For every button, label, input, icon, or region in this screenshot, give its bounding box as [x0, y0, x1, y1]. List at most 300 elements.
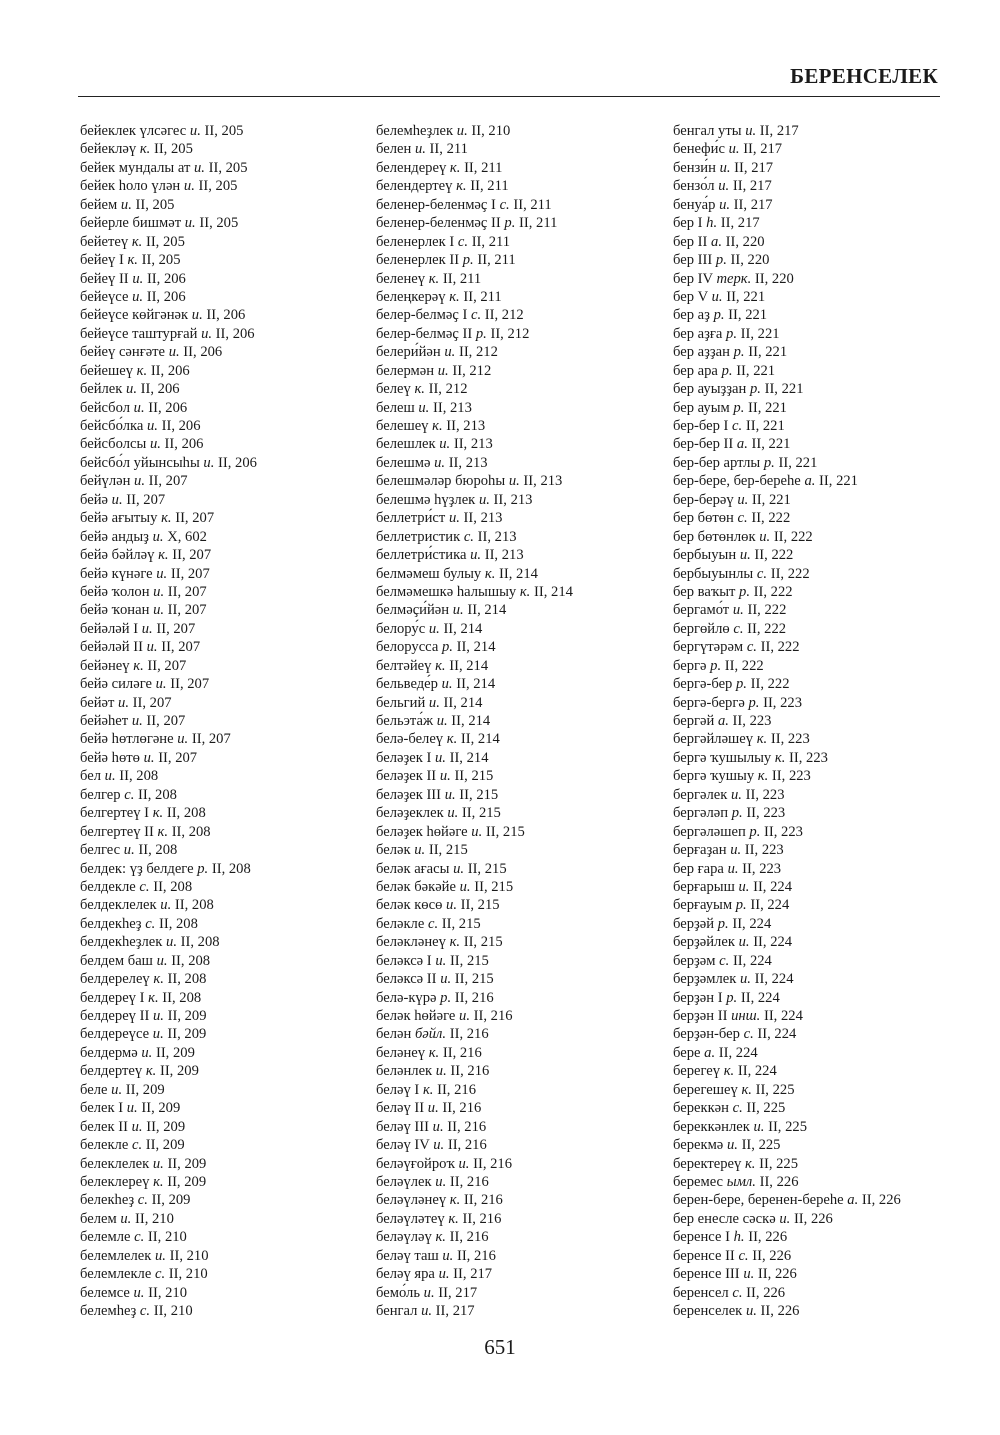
entry-grammar-mark: и.	[428, 620, 440, 637]
entry-word: бензо́л	[673, 178, 715, 195]
entry-grammar-mark: р.	[475, 325, 487, 342]
index-entry	[80, 1173, 257, 1191]
entry-reference: II, 215	[454, 768, 494, 785]
entry-grammar-mark: к.	[448, 1210, 459, 1227]
entry-grammar-mark: и.	[452, 602, 464, 619]
entry-word: белдереүсе	[80, 1026, 150, 1043]
index-entry	[673, 1191, 901, 1209]
entry-reference: II, 210	[148, 1284, 188, 1301]
entry-word: бейеүсе көйгәнәк	[80, 307, 189, 324]
entry-word: беләкләнеү	[376, 934, 446, 951]
entry-word: бейә күнәге	[80, 565, 153, 582]
entry-reference: II, 206	[183, 344, 223, 361]
entry-word: бейә һөтлөгәне	[80, 731, 174, 748]
entry-reference: II, 206	[146, 270, 186, 287]
index-entry	[376, 1173, 573, 1191]
entry-grammar-mark: р.	[710, 657, 722, 674]
index-entry	[376, 1118, 573, 1136]
entry-word: беренсе I	[673, 1229, 730, 1246]
entry-grammar-mark: и.	[126, 381, 137, 398]
entry-reference: II, 206	[218, 454, 257, 471]
entry-word: бейә һөтө	[80, 749, 140, 766]
index-entry	[80, 214, 257, 232]
index-entry	[673, 509, 901, 527]
entry-reference: II, 216	[447, 1137, 487, 1154]
entry-grammar-mark: и.	[448, 510, 460, 527]
entry-word: бейсбо́л уйынсыһы	[80, 454, 200, 471]
entry-grammar-mark: и.	[152, 528, 164, 545]
entry-reference: II, 214	[443, 620, 483, 637]
entry-grammar-mark: к.	[428, 1044, 440, 1061]
entry-grammar-mark: и.	[508, 473, 520, 490]
entry-reference: II, 214	[467, 602, 507, 619]
entry-grammar-mark: с.	[154, 1266, 166, 1283]
entry-reference: II, 208	[153, 878, 193, 895]
index-entry	[673, 196, 901, 214]
index-entry	[673, 896, 901, 914]
entry-word: бер ауым	[673, 399, 730, 416]
entry-grammar-mark: с.	[499, 196, 510, 213]
entry-grammar-mark: и.	[134, 473, 145, 490]
entry-word: берҙәйлек	[673, 934, 735, 951]
index-entry	[376, 823, 573, 841]
entry-grammar-mark: и.	[435, 1173, 447, 1190]
index-entry	[673, 1136, 901, 1154]
entry-word: беләүғойроҡ	[376, 1155, 455, 1172]
index-entry	[376, 528, 573, 546]
index-entry	[376, 251, 573, 269]
entry-reference: II, 224	[757, 1026, 797, 1043]
entry-grammar-mark: к.	[157, 823, 169, 840]
entry-word: бейсбо́лка	[80, 418, 144, 434]
index-column-3	[673, 122, 901, 1320]
index-entry	[673, 325, 901, 343]
entry-reference: II, 225	[746, 1100, 786, 1117]
index-entry	[673, 270, 901, 288]
entry-word: белә-белеү	[376, 731, 444, 748]
index-entry	[80, 1284, 257, 1302]
entry-word: беленерлек I	[376, 233, 455, 250]
index-entry	[376, 860, 573, 878]
entry-reference: II, 222	[747, 620, 787, 637]
entry-grammar-mark: р.	[715, 252, 727, 269]
entry-reference: II, 213	[493, 491, 533, 508]
entry-grammar-mark: и.	[740, 971, 751, 988]
entry-word: беләҙек III	[376, 786, 442, 803]
entry-grammar-mark: с.	[139, 1303, 151, 1319]
entry-word: белору́с	[376, 620, 426, 637]
entry-reference: II, 208	[119, 768, 159, 785]
index-entry	[376, 122, 573, 140]
entry-reference: II, 211	[513, 196, 552, 213]
index-entry	[376, 233, 573, 251]
index-entry	[376, 1191, 573, 1209]
entry-word: бер бөтөнлөк	[673, 528, 756, 545]
index-entry	[673, 122, 901, 140]
entry-reference: II, 208	[158, 915, 198, 932]
entry-grammar-mark: р.	[735, 897, 747, 914]
entry-reference: II, 209	[151, 1192, 191, 1209]
entry-word: бербыуын	[673, 547, 737, 564]
entry-word: бергөйлө	[673, 620, 730, 637]
entry-word: белеш	[376, 399, 415, 416]
index-entry	[376, 638, 573, 656]
entry-grammar-mark: и.	[719, 196, 731, 213]
index-entry	[80, 306, 257, 324]
entry-grammar-mark: к.	[449, 1192, 461, 1209]
entry-grammar-mark: бәйл.	[414, 1026, 447, 1043]
index-entry	[80, 749, 257, 767]
entry-word: бензи́н	[673, 159, 716, 176]
entry-reference: II, 207	[191, 731, 231, 748]
entry-reference: II, 206	[164, 436, 204, 453]
entry-grammar-mark: и.	[166, 934, 177, 951]
index-entry	[673, 565, 901, 583]
entry-word: беләнеү	[376, 1044, 426, 1061]
entry-reference: II, 207	[172, 547, 212, 564]
entry-reference: II, 225	[768, 1118, 807, 1135]
entry-reference: II, 214	[449, 657, 489, 674]
entry-word: бейә	[80, 491, 108, 508]
entry-reference: II, 209	[145, 1137, 185, 1154]
entry-word: бер-бер артлы	[673, 454, 761, 471]
entry-grammar-mark: р.	[749, 381, 761, 398]
index-entry	[376, 786, 573, 804]
entry-word: бейетеү	[80, 233, 129, 250]
entry-reference: II, 213	[463, 510, 503, 527]
entry-grammar-mark: р.	[748, 694, 760, 711]
index-entry	[376, 657, 573, 675]
entry-reference: II, 221	[819, 473, 858, 490]
entry-reference: II, 216	[442, 1044, 482, 1061]
entry-word: белемлекле	[80, 1266, 152, 1283]
entry-word: бельгий	[376, 694, 426, 711]
entry-word: беләк ағасы	[376, 860, 450, 877]
entry-reference: II, 224	[753, 934, 793, 951]
running-head: БЕРЕНСЕЛЕК	[790, 64, 938, 88]
entry-grammar-mark: с.	[743, 1026, 754, 1043]
entry-grammar-mark: р.	[441, 639, 453, 656]
index-entry	[673, 362, 901, 380]
entry-grammar-mark: и.	[111, 491, 123, 508]
entry-reference: II, 213	[523, 473, 563, 490]
index-entry	[673, 1228, 901, 1246]
entry-reference: II, 205	[135, 196, 175, 213]
index-entry	[376, 933, 573, 951]
entry-word: бер бөтөн	[673, 510, 734, 527]
entry-grammar-mark: и.	[418, 399, 430, 416]
index-entry	[80, 804, 257, 822]
index-entry	[376, 970, 573, 988]
index-entry	[376, 896, 573, 914]
index-entry	[376, 509, 573, 527]
index-entry	[376, 1099, 573, 1117]
entry-grammar-mark: к.	[449, 288, 460, 305]
index-entry	[80, 860, 257, 878]
entry-grammar-mark: к.	[139, 141, 151, 158]
entry-reference: II, 216	[463, 1192, 503, 1209]
entry-grammar-mark: к.	[774, 749, 786, 766]
entry-grammar-mark: и.	[434, 454, 446, 471]
index-entry	[80, 528, 257, 546]
entry-grammar-mark: к.	[158, 547, 169, 564]
index-entry	[80, 823, 257, 841]
index-entry	[376, 767, 573, 785]
entry-word: белешеү	[376, 418, 429, 434]
entry-word: беләү I	[376, 1081, 420, 1098]
entry-word: бер енесле сәскә	[673, 1210, 776, 1227]
index-entry	[376, 583, 573, 601]
entry-reference: II, 217	[733, 196, 773, 213]
entry-reference: II, 206	[161, 418, 201, 434]
entry-word: берҙәмлек	[673, 971, 737, 988]
entry-word: беленер-беленмәҫ I	[376, 196, 496, 213]
index-entry	[80, 878, 257, 896]
index-entry	[673, 306, 901, 324]
entry-reference: II, 226	[861, 1192, 901, 1209]
index-entry	[80, 1247, 257, 1265]
entry-word: беләү таш	[376, 1247, 439, 1264]
index-entry	[673, 528, 901, 546]
index-entry	[376, 1044, 573, 1062]
index-entry	[376, 749, 573, 767]
entry-reference: II, 208	[138, 786, 177, 803]
index-entry	[80, 399, 257, 417]
index-entry	[376, 804, 573, 822]
index-entry	[376, 472, 573, 490]
entry-grammar-mark: и.	[126, 1100, 138, 1117]
entry-grammar-mark: и.	[453, 860, 465, 877]
entry-reference: II, 207	[148, 473, 188, 490]
index-entry	[80, 1228, 257, 1246]
entry-reference: II, 225	[759, 1155, 799, 1172]
entry-grammar-mark: и.	[738, 934, 750, 951]
entry-word: беллетри́ст	[376, 510, 446, 527]
entry-grammar-mark: и.	[111, 1081, 123, 1098]
index-entry	[673, 251, 901, 269]
entry-word: белдекһеҙ	[80, 915, 142, 932]
entry-word: бейәләй I	[80, 620, 139, 637]
entry-grammar-mark: и.	[154, 1247, 166, 1264]
entry-word: бейекләү	[80, 141, 137, 158]
entry-reference: II, 207	[167, 583, 207, 600]
entry-word: бер III	[673, 252, 713, 269]
entry-word: бейеүсе	[80, 288, 129, 305]
entry-word: бейәт	[80, 694, 115, 711]
entry-grammar-mark: и.	[459, 1008, 470, 1024]
entry-grammar-mark: к.	[446, 731, 458, 748]
index-entry	[673, 601, 901, 619]
entry-grammar-mark: к.	[456, 178, 467, 195]
entry-reference: II, 209	[141, 1100, 181, 1117]
entry-reference: II, 226	[759, 1173, 799, 1190]
entry-reference: II, 207	[147, 657, 187, 674]
entry-reference: II, 223	[789, 749, 828, 766]
entry-reference: II, 222	[754, 547, 794, 564]
entry-word: бейә ағытыу	[80, 510, 158, 527]
entry-reference: II, 223	[745, 786, 785, 803]
entry-grammar-mark: с.	[463, 528, 474, 545]
index-entry	[673, 435, 901, 453]
index-entry	[80, 380, 257, 398]
index-entry	[80, 989, 257, 1007]
entry-grammar-mark: к.	[148, 989, 159, 1006]
entry-word: белери́йән	[376, 344, 441, 361]
entry-reference: II, 207	[156, 620, 196, 637]
entry-word: белмәмешкә һалышыу	[376, 583, 517, 600]
entry-word: беремес	[673, 1173, 724, 1190]
entry-grammar-mark: р.	[726, 325, 737, 342]
entry-grammar-mark: и.	[104, 768, 116, 785]
entry-reference: II, 224	[763, 1008, 803, 1024]
entry-reference: II, 221	[751, 491, 791, 508]
entry-grammar-mark: к.	[153, 1173, 164, 1190]
entry-grammar-mark: с.	[145, 915, 156, 932]
entry-word: бейеү I	[80, 252, 124, 269]
entry-reference: II, 207	[170, 676, 210, 693]
index-entry	[673, 989, 901, 1007]
entry-word: бейә бәйләү	[80, 547, 155, 564]
index-entry	[376, 841, 573, 859]
entry-reference: II, 226	[793, 1210, 833, 1227]
index-entry	[376, 620, 573, 638]
entry-grammar-mark: и.	[141, 620, 153, 637]
entry-grammar-mark: р.	[197, 860, 209, 877]
entry-word: бейешеү	[80, 362, 134, 379]
entry-grammar-mark: и.	[435, 952, 447, 969]
entry-grammar-mark: и.	[726, 1137, 738, 1154]
entry-word: бейерле бишмәт	[80, 215, 182, 232]
entry-grammar-mark: и.	[143, 749, 155, 766]
index-entry	[80, 472, 257, 490]
entry-word: бейсбол	[80, 399, 130, 416]
entry-word: бер аҙҙан	[673, 344, 730, 361]
entry-grammar-mark: с.	[738, 1247, 749, 1264]
index-entry	[376, 343, 573, 361]
index-entry	[80, 952, 257, 970]
entry-word: бергә ҡушылыу	[673, 749, 772, 766]
entry-reference: II, 222	[753, 583, 793, 600]
index-entry	[376, 435, 573, 453]
entry-reference: II, 214	[443, 694, 483, 711]
entry-reference: II, 217	[759, 123, 799, 139]
entry-word: бергә	[673, 657, 707, 674]
entry-grammar-mark: с.	[427, 915, 439, 932]
entry-reference: II, 214	[451, 713, 491, 729]
index-entry	[80, 435, 257, 453]
entry-reference: II, 221	[745, 418, 785, 434]
index-entry	[376, 878, 573, 896]
index-entry	[80, 159, 257, 177]
entry-grammar-mark: и.	[459, 878, 471, 895]
index-entry	[376, 140, 573, 158]
entry-grammar-mark: с.	[756, 565, 768, 582]
index-entry	[673, 749, 901, 767]
index-entry	[80, 1081, 257, 1099]
entry-reference: II, 206	[148, 399, 188, 416]
index-entry	[376, 454, 573, 472]
entry-reference: II, 221	[726, 288, 766, 305]
entry-word: бер II	[673, 233, 708, 250]
entry-reference: II, 212	[458, 344, 498, 361]
entry-word: бергә-бергә	[673, 694, 745, 711]
index-entry	[673, 1118, 901, 1136]
entry-reference: II, 215	[441, 915, 481, 932]
entry-word: бейсболсы	[80, 436, 147, 453]
entry-reference: II, 209	[155, 1044, 195, 1061]
entry-word: белмәмеш булыу	[376, 565, 482, 582]
index-entry	[80, 1099, 257, 1117]
entry-word: белемһеҙлек	[376, 123, 454, 139]
entry-grammar-mark: и.	[447, 805, 459, 822]
entry-word: бер ваҡыт	[673, 583, 736, 600]
entry-word: беләк	[376, 842, 411, 859]
entry-reference: II, 222	[773, 528, 813, 545]
index-entry	[376, 417, 573, 435]
entry-grammar-mark: к.	[435, 1229, 446, 1246]
index-entry	[673, 177, 901, 195]
entry-reference: II, 224	[750, 897, 790, 914]
entry-word: бере	[673, 1044, 701, 1061]
entry-word: бер-бер I	[673, 418, 729, 434]
entry-word: беллетри́стика	[376, 547, 467, 564]
entry-grammar-mark: с.	[737, 510, 748, 527]
entry-grammar-mark: р.	[726, 989, 738, 1006]
entry-reference: II, 215	[467, 860, 507, 877]
entry-grammar-mark: и.	[711, 288, 723, 305]
entry-reference: II, 221	[748, 399, 787, 416]
entry-reference: II, 224	[718, 1044, 758, 1061]
entry-reference: II, 215	[463, 934, 503, 951]
entry-reference: II, 217	[734, 159, 774, 176]
entry-grammar-mark: и.	[201, 325, 213, 342]
entry-word: белер-белмәҫ I	[376, 307, 468, 324]
index-entry	[376, 1228, 573, 1246]
entry-word: белен	[376, 141, 412, 158]
entry-reference: II, 215	[449, 952, 489, 969]
entry-grammar-mark: к.	[449, 934, 461, 951]
index-entry	[376, 380, 573, 398]
index-entry	[673, 620, 901, 638]
entry-word: белдертеү	[80, 1063, 143, 1080]
index-entry	[80, 233, 257, 251]
entry-reference: II, 206	[150, 362, 190, 379]
entry-grammar-mark: р.	[713, 307, 725, 324]
entry-word: белекһеҙ	[80, 1192, 135, 1209]
index-entry	[376, 1081, 573, 1099]
entry-word: берғарыш	[673, 878, 735, 895]
entry-word: бергә-бер	[673, 676, 733, 693]
entry-grammar-mark: с.	[732, 1284, 743, 1301]
index-entry	[673, 1284, 901, 1302]
index-entry	[376, 565, 573, 583]
entry-word: берегешеү	[673, 1081, 738, 1098]
index-entry	[80, 1210, 257, 1228]
entry-word: бергамо́т	[673, 602, 730, 619]
index-entry	[80, 730, 257, 748]
entry-reference: II, 209	[167, 1155, 207, 1172]
entry-word: белдекле	[80, 878, 136, 895]
entry-reference: II, 209	[159, 1063, 199, 1080]
entry-grammar-mark: к.	[133, 657, 144, 674]
entry-grammar-mark: с.	[719, 952, 730, 969]
entry-word: беләү III	[376, 1118, 429, 1135]
entry-reference: II, 214	[534, 583, 573, 600]
entry-grammar-mark: и.	[131, 1118, 143, 1135]
entry-reference: II, 214	[456, 676, 496, 693]
entry-grammar-mark: и.	[437, 362, 449, 379]
entry-word: белендереү	[376, 159, 447, 176]
